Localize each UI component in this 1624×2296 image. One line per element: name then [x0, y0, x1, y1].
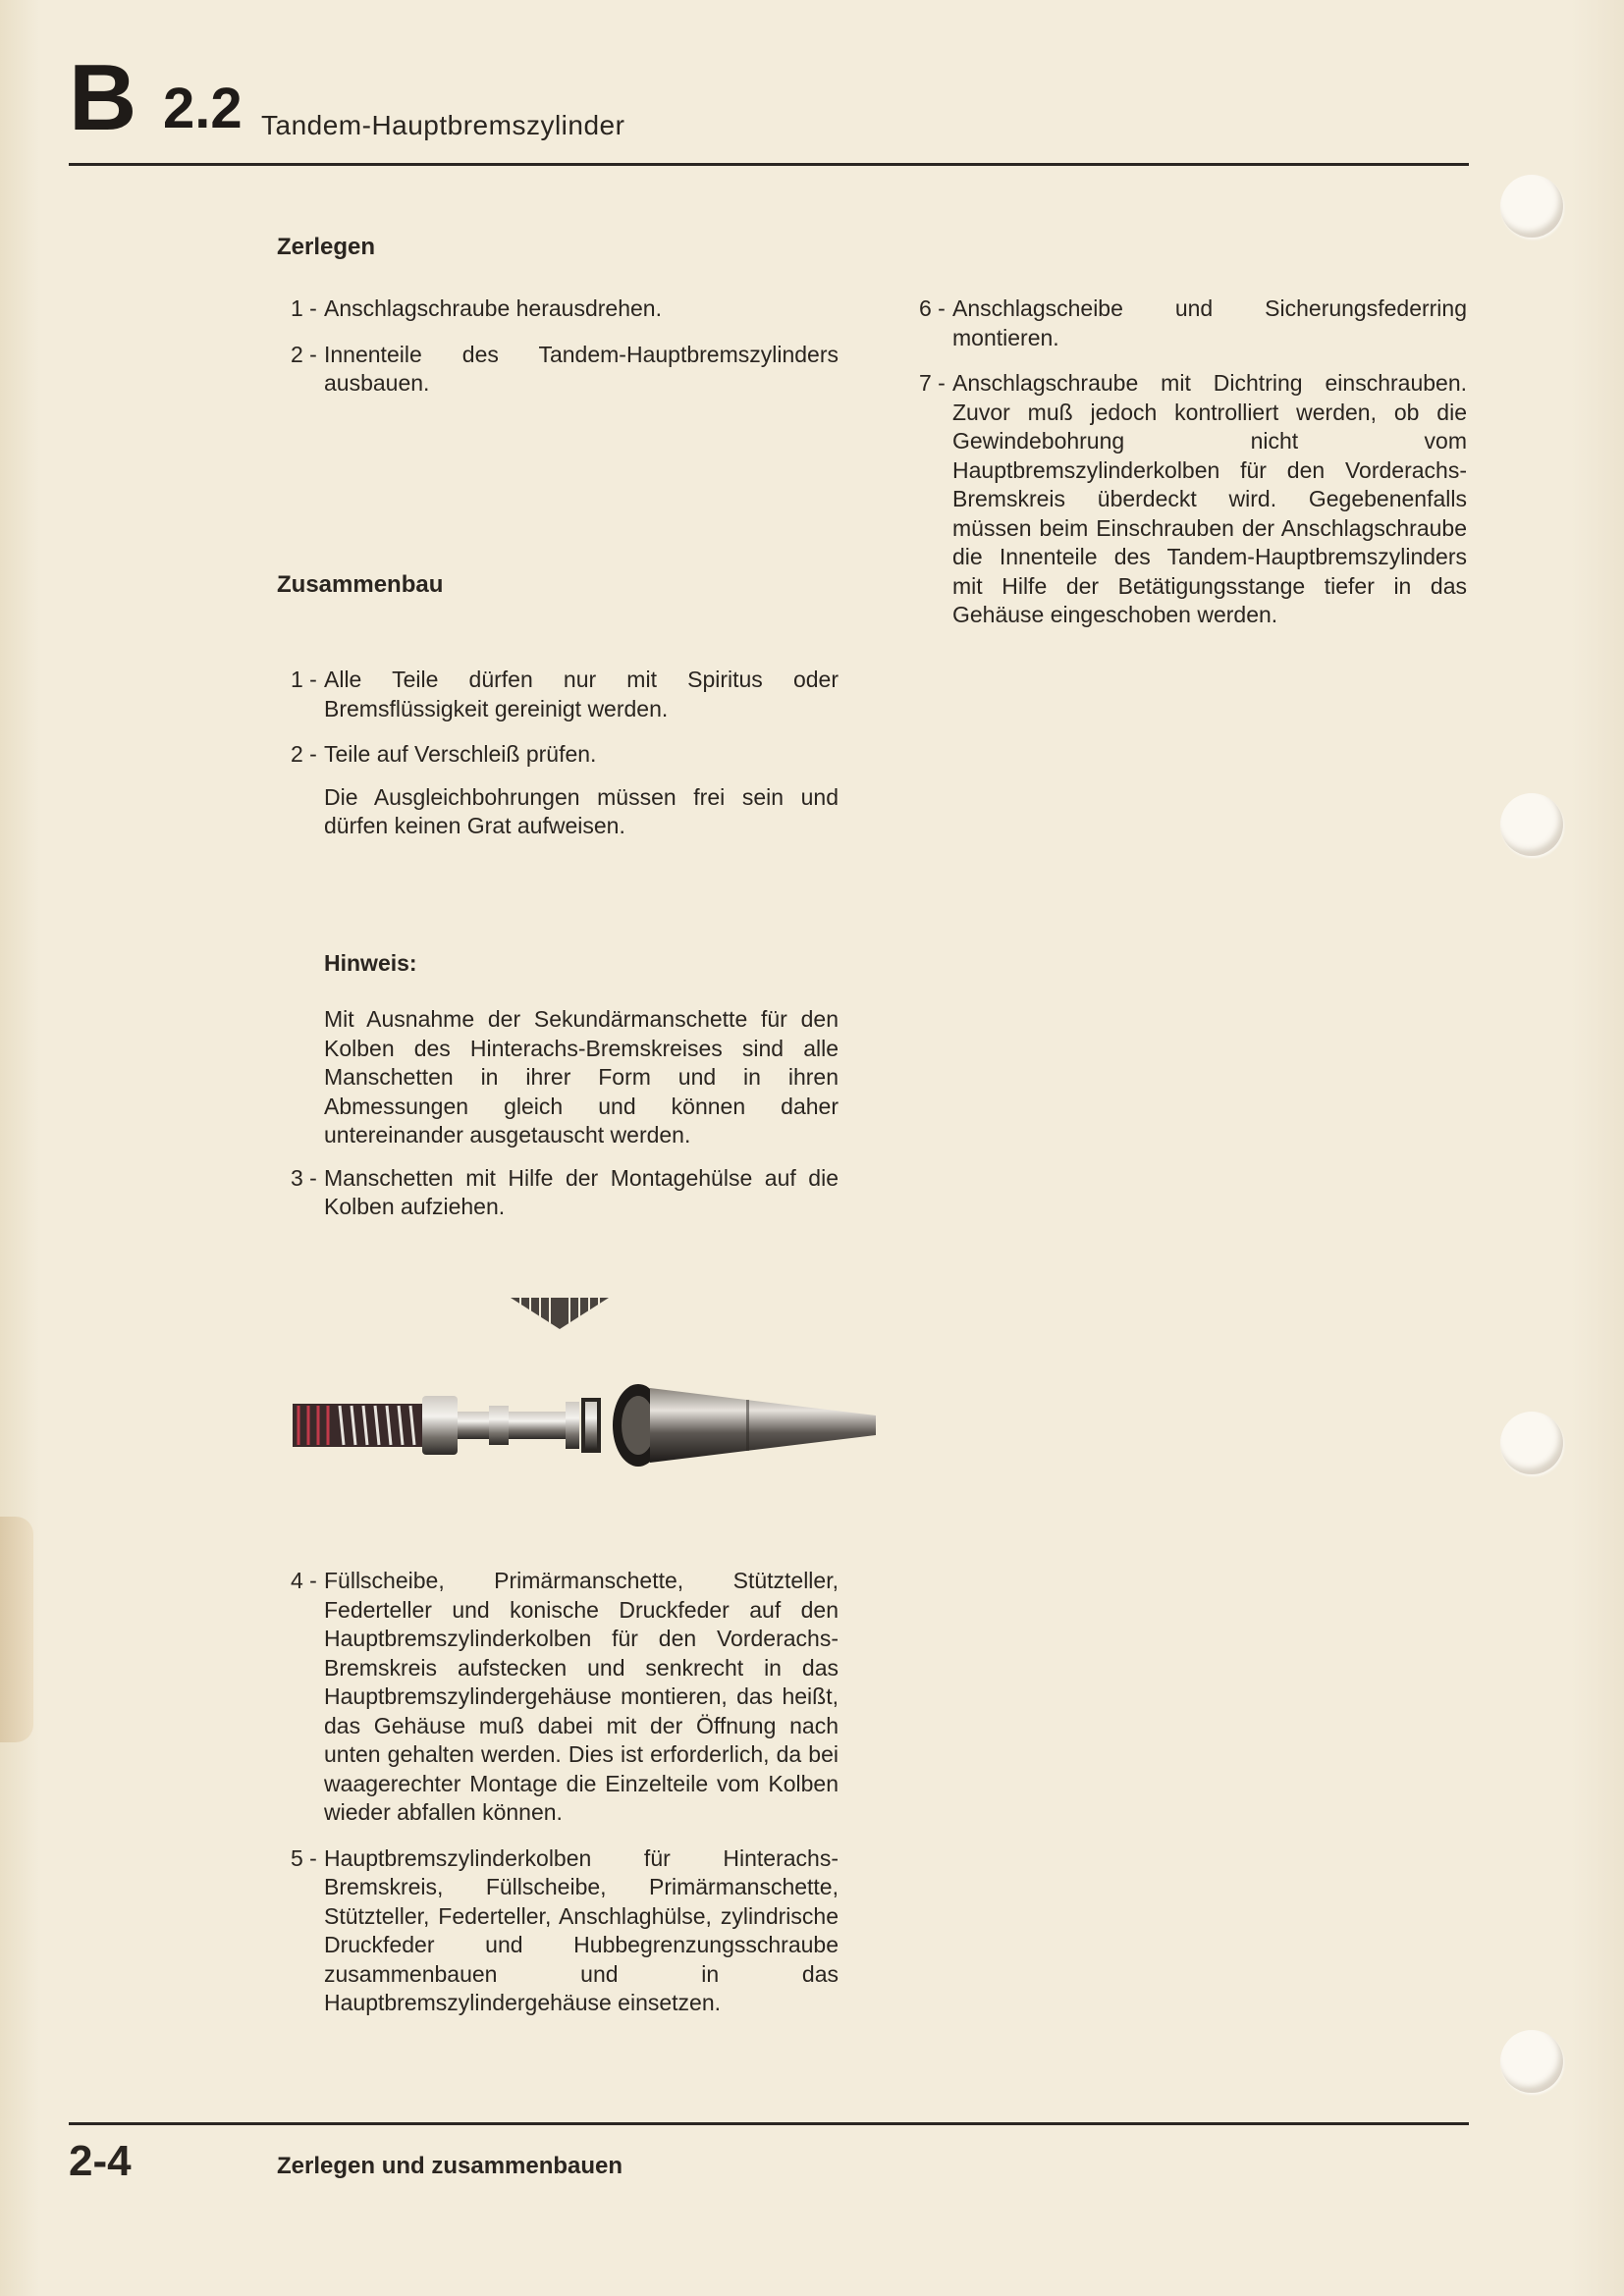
- header-rule: [69, 163, 1469, 166]
- step-number: 2 -: [291, 341, 317, 367]
- step-text: Füllscheibe, Primärmanschette, Stützteller, Federteller und konische Druckfeder auf den Hauptbremszylinderkolben für den Vorderachs-Bremskreis aufstecken und senkrecht in das Hauptbremszylindergehäuse montieren, das heißt, das Gehäuse muß dabei mit der Öffnung nach unten gehalten werden. Dies ist erforderlich, da bei waagerechter Montage die Einzelteile vom Kolben wieder abfallen können.: [324, 1568, 839, 1825]
- list-item: [291, 294, 839, 324]
- zusammenbau-steps-right: [919, 294, 1467, 630]
- note-text: Die Ausgleichbohrungen müssen frei sein und dürfen keinen Grat aufweisen.: [324, 783, 839, 838]
- step-text: Innenteile des Tandem-Hauptbremszylinders ausbauen.: [324, 341, 839, 396]
- hint-label: Hinweis:: [324, 950, 417, 976]
- zusammenbau-steps-b: [291, 1567, 839, 2018]
- list-item: [291, 666, 839, 723]
- punch-hole-1: [1500, 175, 1563, 238]
- paper-stain: [0, 1517, 33, 1742]
- zusammenbau-steps-a: [291, 666, 839, 841]
- footer-rule: [69, 2122, 1469, 2125]
- step-number: 1 -: [291, 667, 317, 692]
- step-number: 6 -: [919, 295, 946, 321]
- list-item: [919, 369, 1467, 630]
- page-title: Tandem-Hauptbremszylinder: [261, 110, 625, 140]
- heading-zusammenbau: Zusammenbau: [277, 571, 444, 598]
- list-item: [291, 341, 839, 399]
- list-item: [291, 1567, 839, 1828]
- step-number: 7 -: [919, 370, 946, 396]
- step-text: Teile auf Verschleiß prüfen.: [324, 741, 597, 767]
- zerlegen-steps: [291, 294, 839, 399]
- section-number: 2.2: [163, 77, 243, 140]
- punch-hole-4: [1500, 2030, 1563, 2093]
- list-item: [291, 1164, 839, 1222]
- step-text: Anschlagschraube mit Dichtring einschrauben. Zuvor muß jedoch kontrolliert werden, ob die Gewindebohrung nicht vom Hauptbremszylinderkolben für den Vorderachs-Bremskreis überdeckt wird. Gegebenenfalls müssen beim Einschrauben der Anschlagschraube die Innenteile des Tandem-Hauptbremszylinders mit Hilfe der Betätigungsstange tiefer in das Gehäuse eingeschoben werden.: [952, 370, 1467, 627]
- piston-assembly-figure: [285, 1286, 884, 1472]
- footer-title: Zerlegen und zusammenbauen: [277, 2153, 623, 2179]
- list-item: [919, 294, 1467, 352]
- heading-zerlegen: Zerlegen: [277, 234, 376, 260]
- step-number: 4 -: [291, 1568, 317, 1593]
- page-number: 2-4: [69, 2137, 132, 2185]
- step-number: 5 -: [291, 1844, 317, 1871]
- step-number: 1 -: [291, 295, 317, 321]
- step-text: Anschlagscheibe und Sicherungsfederring montieren.: [952, 295, 1467, 350]
- piston-icon: [422, 1396, 601, 1455]
- arrow-down-icon: [511, 1298, 609, 1329]
- step-number: 3 -: [291, 1164, 317, 1191]
- step-text: Manschetten mit Hilfe der Montagehülse auf die Kolben aufziehen.: [324, 1164, 839, 1219]
- list-item: [291, 1844, 839, 2018]
- step-text: Alle Teile dürfen nur mit Spiritus oder Bremsflüssigkeit gereinigt werden.: [324, 667, 839, 721]
- spring-icon: [293, 1404, 430, 1447]
- list-item: [291, 740, 839, 770]
- punch-hole-2: [1500, 793, 1563, 856]
- step-text: Anschlagschraube herausdrehen.: [324, 295, 662, 321]
- hint-block: [291, 1005, 839, 1222]
- punch-hole-3: [1500, 1412, 1563, 1474]
- step-number: 2 -: [291, 741, 317, 767]
- section-letter: B: [69, 45, 137, 150]
- step-text: Hauptbremszylinderkolben für Hinterachs-Bremskreis, Füllscheibe, Primärmanschette, Stützteller, Federteller, Anschlaghülse, zylindrische Druckfeder und Hubbegrenzungsschraube zusammenbauen und in das Hauptbremszylindergehäuse einsetzen.: [324, 1844, 839, 2015]
- hint-text: Mit Ausnahme der Sekundärmanschette für den Kolben des Hinterachs-Bremskreises sind alle Manschetten in ihrer Form und in ihren Abmessungen gleich und können daher untereinander ausgetauscht werden.: [324, 1006, 839, 1148]
- mounting-sleeve-icon: [613, 1384, 876, 1467]
